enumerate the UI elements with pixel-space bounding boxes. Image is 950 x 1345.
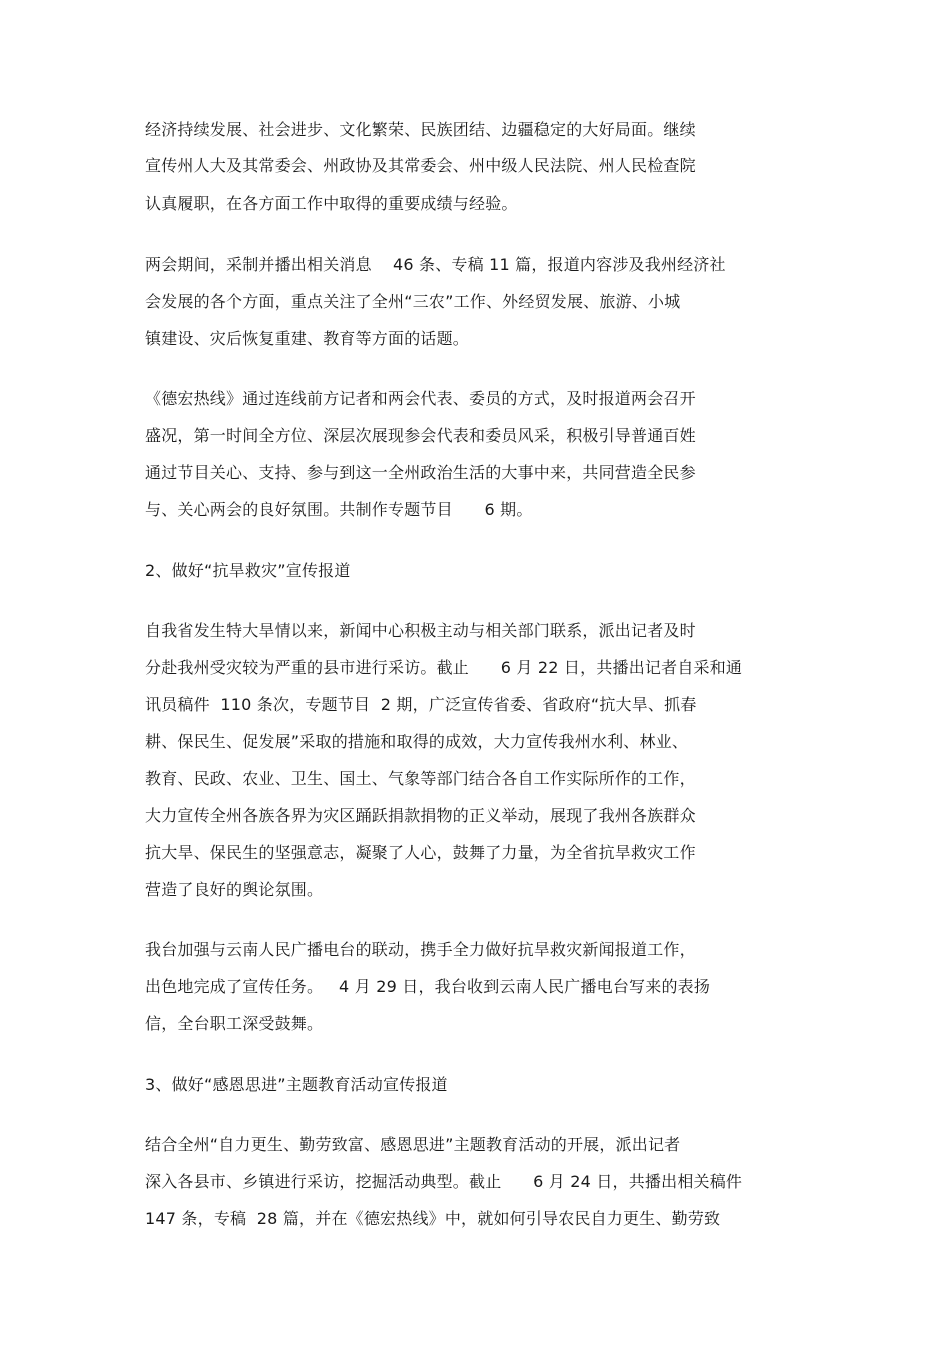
text-line: 耕、保民生、促发展”采取的措施和取得的成效，大力宣传我州水利、林业、 bbox=[145, 732, 689, 751]
text-line: 抗大旱、保民生的坚强意志，凝聚了人心，鼓舞了力量，为全省抗旱救灾工作 bbox=[145, 843, 696, 862]
text-line: 与、关心两会的良好氛围。共制作专题节目 6 期。 bbox=[145, 500, 533, 519]
text-line: 《德宏热线》通过连线前方记者和两会代表、委员的方式，及时报道两会召开 bbox=[145, 389, 696, 408]
text-line: 深入各县市、乡镇进行采访，挖掘活动典型。截止 6 月 24 日，共播出相关稿件 bbox=[145, 1172, 743, 1191]
text-line: 宣传州人大及其常委会、州政协及其常委会、州中级人民法院、州人民检查院 bbox=[145, 156, 696, 175]
text-line: 自我省发生特大旱情以来，新闻中心积极主动与相关部门联系，派出记者及时 bbox=[145, 621, 696, 640]
text-line: 信，全台职工深受鼓舞。 bbox=[145, 1014, 324, 1033]
text-line: 经济持续发展、社会进步、文化繁荣、民族团结、边疆稳定的大好局面。继续 bbox=[145, 120, 696, 139]
text-line: 讯员稿件 110 条次，专题节目 2 期，广泛宣传省委、省政府“抗大旱、抓春 bbox=[145, 695, 697, 714]
text-line: 镇建设、灾后恢复重建、教育等方面的话题。 bbox=[145, 329, 470, 348]
text-line: 盛况，第一时间全方位、深层次展现参会代表和委员风采，积极引导普通百姓 bbox=[145, 426, 696, 445]
section-heading: 2、做好“抗旱救灾”宣传报道 bbox=[145, 561, 351, 580]
text-line: 两会期间，采制并播出相关消息 46 条、专稿 11 篇，报道内容涉及我州经济社 bbox=[145, 255, 726, 274]
text-line: 出色地完成了宣传任务。 4 月 29 日，我台收到云南人民广播电台写来的表扬 bbox=[145, 977, 711, 996]
text-line: 结合全州“自力更生、勤劳致富、感恩思进”主题教育活动的开展，派出记者 bbox=[145, 1135, 681, 1154]
text-line: 营造了良好的舆论氛围。 bbox=[145, 880, 324, 899]
text-line: 认真履职，在各方面工作中取得的重要成绩与经验。 bbox=[145, 194, 518, 213]
text-line: 147 条，专稿 28 篇，并在《德宏热线》中，就如何引导农民自力更生、勤劳致 bbox=[145, 1209, 721, 1228]
section-heading: 3、做好“感恩思进”主题教育活动宣传报道 bbox=[145, 1075, 448, 1094]
text-line: 我台加强与云南人民广播电台的联动，携手全力做好抗旱救灾新闻报道工作， bbox=[145, 940, 696, 959]
text-line: 会发展的各个方面，重点关注了全州“三农”工作、外经贸发展、旅游、小城 bbox=[145, 292, 681, 311]
text-line: 大力宣传全州各族各界为灾区踊跃捐款捐物的正义举动，展现了我州各族群众 bbox=[145, 806, 696, 825]
text-line: 分赴我州受灾较为严重的县市进行采访。截止 6 月 22 日，共播出记者自采和通 bbox=[145, 658, 743, 677]
text-line: 通过节目关心、支持、参与到这一全州政治生活的大事中来，共同营造全民参 bbox=[145, 463, 696, 482]
text-line: 教育、民政、农业、卫生、国土、气象等部门结合各自工作实际所作的工作， bbox=[145, 769, 696, 788]
